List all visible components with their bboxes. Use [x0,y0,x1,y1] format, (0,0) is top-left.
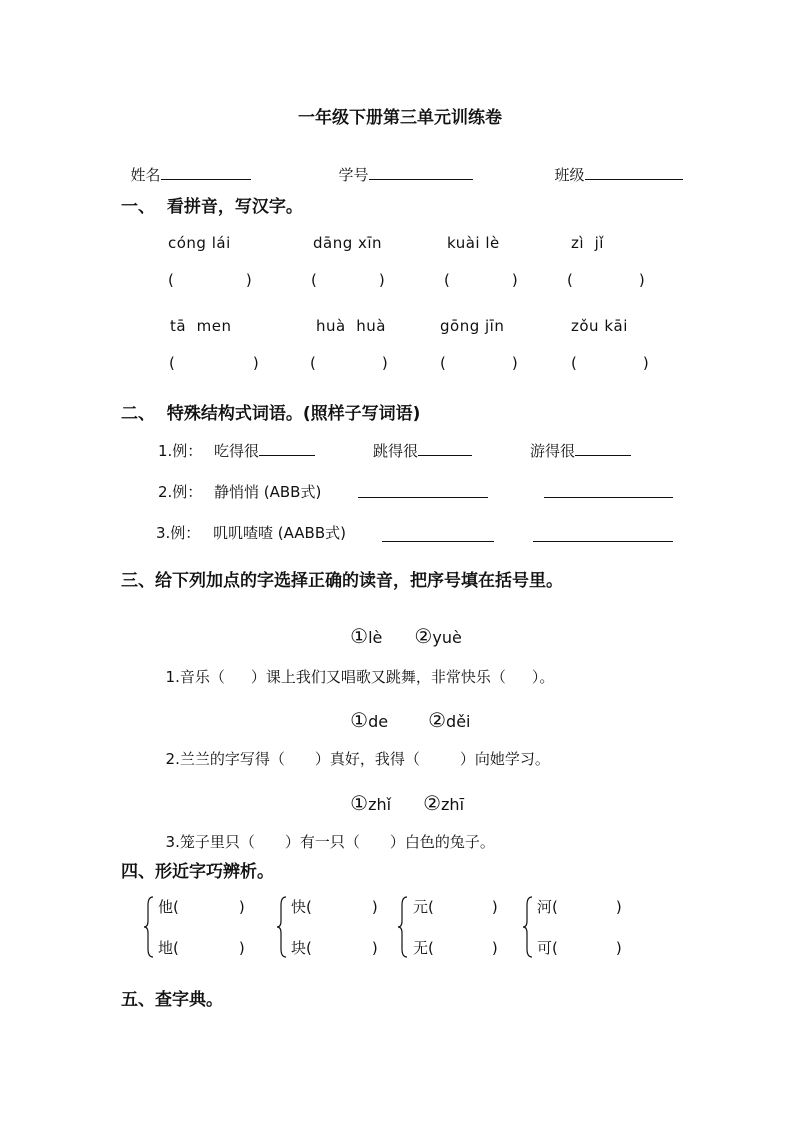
brace-icon [143,895,155,959]
q2-2-label: 2.例： [158,483,203,501]
option-yuè: yuè [432,628,462,647]
circled-one: ① [350,708,369,732]
options-3 [340,772,464,815]
option-děi: děi [446,712,471,731]
char-pair-3-top[interactable]: 元( ) [413,898,498,916]
pinyin-6: huà huà [316,317,386,335]
section-3-heading: 三、给下列加点的字选择正确的读音，把序号填在括号里。 [121,571,563,591]
q2-1-item-1[interactable]: 吃得很 [214,440,315,461]
brace-icon [397,895,409,959]
answer-blank-2[interactable]: ( ) [311,271,385,289]
student-number-field[interactable] [329,146,473,185]
section-2-heading: 二、 特殊结构式词语。(照样子写词语) [121,404,421,424]
option-lè: lè [368,628,383,647]
q2-1-item-2[interactable]: 跳得很 [373,440,472,461]
option-de: de [368,712,389,731]
q2-2-blank-2[interactable] [544,497,673,498]
brace-icon [276,895,288,959]
circled-two: ② [423,791,442,815]
pinyin-7: gōng jīn [440,317,505,335]
student-number-label: 学号 [338,166,369,184]
answer-blank-1[interactable]: ( ) [168,271,252,289]
class-field[interactable] [545,146,683,185]
char-pair-3-bottom[interactable]: 无( ) [413,939,498,957]
pinyin-5: tā men [170,317,232,335]
char-pair-4-bottom[interactable]: 可( ) [537,939,622,957]
q3-2: 2.兰兰的字写得（ ）真好，我得（ ）向她学习。 [165,750,550,768]
pinyin-8: zǒu kāi [571,317,628,335]
answer-blank-8[interactable]: ( ) [571,354,649,372]
circled-one: ① [350,624,369,648]
char-pair-2-top[interactable]: 快( ) [291,898,378,916]
option-zhī: zhī [441,795,465,814]
page-title: 一年级下册第三单元训练卷 [298,108,502,128]
answer-blank-7[interactable]: ( ) [440,354,518,372]
options-2 [340,689,471,732]
section-5-heading: 五、查字典。 [121,990,223,1010]
section-1-heading: 一、 看拼音，写汉字。 [121,197,303,217]
circled-one: ① [350,791,369,815]
q3-1: 1.音乐（ ）课上我们又唱歌又跳舞，非常快乐（ ）。 [165,668,555,686]
name-field[interactable] [121,146,251,185]
answer-blank-5[interactable]: ( ) [169,354,259,372]
q3-3: 3.笼子里只（ ）有一只（ ）白色的兔子。 [165,833,495,851]
char-pair-4-top[interactable]: 河( ) [537,898,622,916]
char-pair-1-top[interactable]: 他( ) [158,898,245,916]
options-1 [340,605,462,648]
answer-blank-3[interactable]: ( ) [444,271,518,289]
answer-blank-6[interactable]: ( ) [310,354,388,372]
pinyin-2: dāng xīn [313,234,383,252]
class-label: 班级 [554,166,585,184]
circled-two: ② [428,708,447,732]
q2-1-item-3[interactable]: 游得很 [530,440,631,461]
q2-3-example: 叽叽喳喳 (AABB式) [213,524,346,542]
char-pair-1-bottom[interactable]: 地( ) [158,939,245,957]
option-zhǐ: zhǐ [368,795,392,814]
answer-blank-4[interactable]: ( ) [567,271,645,289]
q2-2-blank-1[interactable] [358,497,488,498]
q2-2-example: 静悄悄 (ABB式) [214,483,322,501]
q2-3-blank-2[interactable] [533,541,673,542]
pinyin-3: kuài lè [447,234,500,252]
q2-3-label: 3.例： [156,524,201,542]
q2-1-label: 1.例： [158,442,203,460]
section-4-heading: 四、形近字巧辨析。 [121,862,274,882]
char-pair-2-bottom[interactable]: 块( ) [291,939,378,957]
circled-two: ② [414,624,433,648]
q2-3-blank-1[interactable] [382,541,494,542]
name-label: 姓名 [130,166,161,184]
pinyin-4: zì jǐ [571,234,604,252]
pinyin-1: cóng lái [168,234,231,252]
brace-icon [522,895,534,959]
